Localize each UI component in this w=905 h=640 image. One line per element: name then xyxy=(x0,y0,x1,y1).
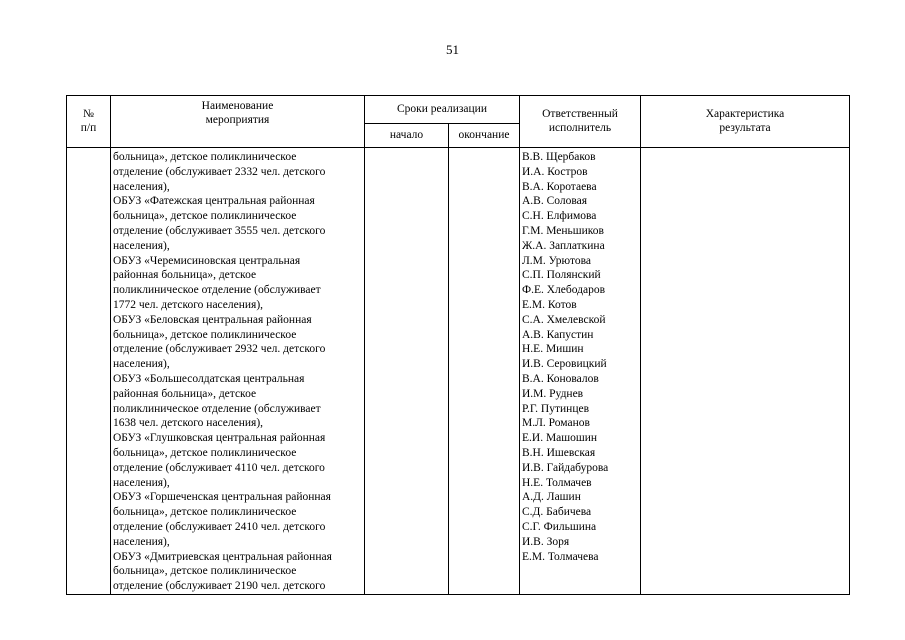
cell-start xyxy=(365,148,449,595)
activities-table xyxy=(66,95,850,595)
activity-name-line: отделение (обслуживает 3555 чел. детского xyxy=(113,224,326,237)
activity-name-line: больница», детское поликлиническое xyxy=(113,210,297,223)
executor-name: А.В. Капустин xyxy=(522,328,594,341)
activity-name-line: населения), xyxy=(113,358,170,371)
executor-name: Ф.Е. Хлебодаров xyxy=(522,284,606,297)
header-activity-name-line: мероприятия xyxy=(205,113,270,126)
activity-name-line: отделение (обслуживает 2190 чел. детского xyxy=(113,580,326,593)
executor-name: Ж.А. Заплаткина xyxy=(522,239,605,252)
executor-name: Н.Е. Мишин xyxy=(522,343,584,356)
activity-name-line: ОБУЗ «Горшеченская центральная районная xyxy=(113,491,331,504)
cell-activity-name xyxy=(111,148,365,595)
activity-name-line: ОБУЗ «Дмитриевская центральная районная xyxy=(113,550,332,563)
header-result-line: Характеристика xyxy=(705,108,785,120)
header-start: начало xyxy=(365,124,449,148)
activity-name-line: отделение (обслуживает 2410 чел. детского xyxy=(113,520,326,533)
activity-name-line: 1772 чел. детского населения), xyxy=(113,298,264,311)
activity-name-line: районная больница», детское xyxy=(113,269,257,282)
executor-name: С.А. Хмелевской xyxy=(522,313,606,326)
executor-name: И.М. Руднев xyxy=(522,387,584,400)
activity-name-line: отделение (обслуживает 4110 чел. детского xyxy=(113,461,325,474)
header-period: Сроки реализации xyxy=(365,96,520,124)
executor-name: А.Д. Лашин xyxy=(522,491,581,504)
header-activity-name xyxy=(111,96,365,148)
activity-name-line: населения), xyxy=(113,535,170,548)
activity-name-line: больница», детское поликлиническое xyxy=(113,151,297,163)
header-executor xyxy=(520,96,641,148)
cell-result xyxy=(641,148,850,595)
activity-name-line: больница», детское поликлиническое xyxy=(113,506,297,519)
activity-name-line: населения), xyxy=(113,239,170,252)
activity-name-line: поликлиническое отделение (обслуживает xyxy=(113,284,321,297)
executor-name: И.В. Зоря xyxy=(522,535,570,548)
executor-name: Р.Г. Путинцев xyxy=(522,402,590,415)
activity-name-line: ОБУЗ «Фатежская центральная районная xyxy=(113,195,315,208)
activity-name-line: населения), xyxy=(113,476,170,489)
header-number-line: п/п xyxy=(80,121,97,134)
header-result xyxy=(641,96,850,148)
executor-name: Н.Е. Толмачев xyxy=(522,476,592,489)
executor-name: Е.И. Машошин xyxy=(522,432,598,445)
activity-name-line: ОБУЗ «Глушковская центральная районная xyxy=(113,432,326,445)
header-activity-name-line: Наименование xyxy=(201,100,274,112)
executor-name: И.В. Гайдабурова xyxy=(522,461,609,474)
executor-name: И.В. Серовицкий xyxy=(522,358,607,371)
cell-number xyxy=(67,148,111,595)
header-executor-line: Ответственный xyxy=(542,108,618,120)
executor-name: Е.М. Котов xyxy=(522,298,577,311)
activity-name-line: 1638 чел. детского населения), xyxy=(113,417,264,430)
cell-executors xyxy=(520,148,641,595)
executor-name: В.А. Коновалов xyxy=(522,372,599,385)
executor-name: В.В. Щербаков xyxy=(522,151,596,163)
executor-name: С.Н. Елфимова xyxy=(522,210,597,223)
activity-name-line: ОБУЗ «Беловская центральная районная xyxy=(113,313,312,326)
activity-name-line: районная больница», детское xyxy=(113,387,257,400)
header-end: окончание xyxy=(449,124,520,148)
header-number-line: № xyxy=(83,108,94,120)
activity-name-line: больница», детское поликлиническое xyxy=(113,446,297,459)
executor-name: В.Н. Ишевская xyxy=(522,446,596,459)
header-executor-line: исполнитель xyxy=(548,121,612,134)
activity-name-line: отделение (обслуживает 2932 чел. детского xyxy=(113,343,326,356)
header-result-line: результата xyxy=(719,121,771,134)
activity-name-line: ОБУЗ «Черемисиновская центральная xyxy=(113,254,301,267)
activity-name-line: населения), xyxy=(113,180,170,193)
cell-end xyxy=(449,148,520,595)
executor-name: В.А. Коротаева xyxy=(522,180,597,193)
executor-name: С.Г. Фильшина xyxy=(522,520,597,533)
executor-name: А.В. Соловая xyxy=(522,195,588,208)
activity-name-line: больница», детское поликлиническое xyxy=(113,328,297,341)
executor-name: И.А. Костров xyxy=(522,165,588,178)
executor-name: С.П. Полянский xyxy=(522,269,601,282)
activity-name-line: отделение (обслуживает 2332 чел. детского xyxy=(113,165,326,178)
executor-name: М.Л. Романов xyxy=(522,417,590,430)
activity-name-line: больница», детское поликлиническое xyxy=(113,565,297,578)
page-number: 51 xyxy=(446,42,459,57)
executor-name: С.Д. Бабичева xyxy=(522,506,592,519)
activity-name-line: ОБУЗ «Большесолдатская центральная xyxy=(113,372,305,385)
executor-name: Г.М. Меньшиков xyxy=(522,224,604,237)
executor-name: Л.М. Урютова xyxy=(522,254,591,267)
executor-name: Е.М. Толмачева xyxy=(522,550,599,563)
activity-name-line: поликлиническое отделение (обслуживает xyxy=(113,402,321,415)
header-number xyxy=(67,96,111,148)
